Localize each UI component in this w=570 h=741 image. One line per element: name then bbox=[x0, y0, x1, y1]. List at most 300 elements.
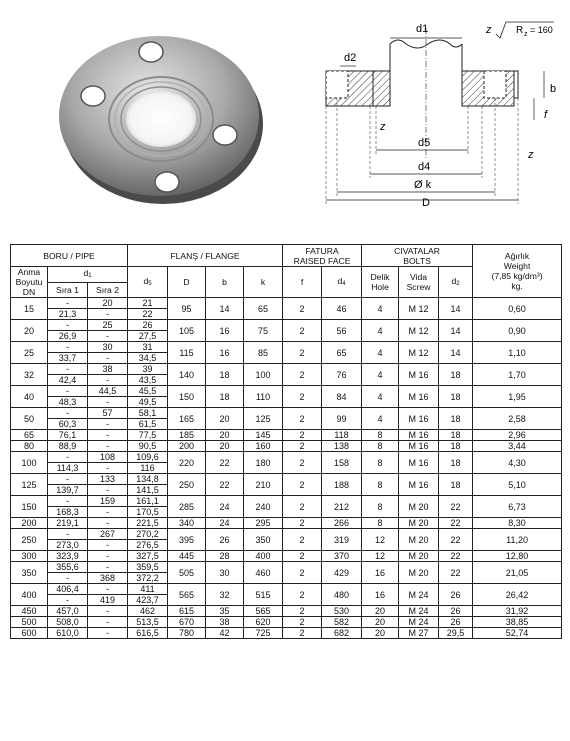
cell-screw: M 12 bbox=[399, 298, 439, 320]
label-b: b bbox=[550, 83, 557, 95]
cell-b: 18 bbox=[206, 386, 244, 408]
cell-hole: 8 bbox=[362, 452, 399, 474]
cell-dn: 50 bbox=[11, 408, 48, 430]
cell-sira1: 406,4 bbox=[48, 584, 88, 595]
cell-d4: 158 bbox=[322, 452, 362, 474]
cell-d4: 46 bbox=[322, 298, 362, 320]
header-hole: Delik Hole bbox=[362, 267, 399, 298]
cell-sira2: 267 bbox=[88, 529, 128, 540]
cell-screw: M 20 bbox=[399, 562, 439, 584]
cell-D: 780 bbox=[168, 628, 206, 639]
header-d5: d5 bbox=[128, 267, 168, 298]
cell-screw: M 16 bbox=[399, 364, 439, 386]
cell-d2: 18 bbox=[439, 441, 473, 452]
cell-b: 28 bbox=[206, 551, 244, 562]
cell-sira1: 114,3 bbox=[48, 463, 88, 474]
cell-b: 14 bbox=[206, 298, 244, 320]
cell-sira1: 21,3 bbox=[48, 309, 88, 320]
table-row bbox=[11, 430, 562, 441]
cell-dn: 250 bbox=[11, 529, 48, 551]
cell-sira2: 20 bbox=[88, 298, 128, 309]
cell-screw: M 16 bbox=[399, 386, 439, 408]
label-d1: d1 bbox=[416, 23, 429, 35]
cell-d2: 18 bbox=[439, 364, 473, 386]
cell-f: 2 bbox=[283, 452, 322, 474]
cell-d4: 138 bbox=[322, 441, 362, 452]
cell-sira2: - bbox=[88, 617, 128, 628]
cell-screw: M 20 bbox=[399, 496, 439, 518]
cell-hole: 20 bbox=[362, 617, 399, 628]
cell-b: 16 bbox=[206, 320, 244, 342]
cell-sira1: - bbox=[48, 452, 88, 463]
cell-d5: 327,5 bbox=[128, 551, 168, 562]
cell-sira2: 368 bbox=[88, 573, 128, 584]
cell-d5: 359,5 bbox=[128, 562, 168, 573]
cell-hole: 8 bbox=[362, 474, 399, 496]
cell-k: 100 bbox=[244, 364, 283, 386]
header-d1: d1 bbox=[48, 267, 128, 283]
cell-f: 2 bbox=[283, 562, 322, 584]
cell-hole: 20 bbox=[362, 628, 399, 639]
cell-screw: M 20 bbox=[399, 551, 439, 562]
cell-D: 395 bbox=[168, 529, 206, 551]
cell-sira2: - bbox=[88, 375, 128, 386]
cell-weight: 6,73 bbox=[473, 496, 562, 518]
cell-weight: 4,30 bbox=[473, 452, 562, 474]
cell-d2: 26 bbox=[439, 617, 473, 628]
cell-D: 200 bbox=[168, 441, 206, 452]
cell-d5: 270,2 bbox=[128, 529, 168, 540]
cell-hole: 4 bbox=[362, 342, 399, 364]
cell-weight: 2,96 bbox=[473, 430, 562, 441]
cell-sira2: - bbox=[88, 628, 128, 639]
cell-d4: 188 bbox=[322, 474, 362, 496]
cell-d5: 616,5 bbox=[128, 628, 168, 639]
cell-d5: 221,5 bbox=[128, 518, 168, 529]
cell-k: 350 bbox=[244, 529, 283, 551]
cell-dn: 125 bbox=[11, 474, 48, 496]
table-row bbox=[11, 474, 562, 485]
cell-sira1: 508,0 bbox=[48, 617, 88, 628]
cell-dn: 32 bbox=[11, 364, 48, 386]
cell-k: 515 bbox=[244, 584, 283, 606]
cell-sira2: 108 bbox=[88, 452, 128, 463]
cell-k: 65 bbox=[244, 298, 283, 320]
cell-dn: 600 bbox=[11, 628, 48, 639]
cell-sira1: - bbox=[48, 474, 88, 485]
header-dn: Anma Boyutu DN bbox=[11, 267, 48, 298]
cell-k: 210 bbox=[244, 474, 283, 496]
table-row bbox=[11, 562, 562, 573]
cell-sira1: - bbox=[48, 342, 88, 353]
label-d4: d4 bbox=[418, 161, 431, 173]
cell-d5: 513,5 bbox=[128, 617, 168, 628]
cell-k: 565 bbox=[244, 606, 283, 617]
cell-k: 725 bbox=[244, 628, 283, 639]
cell-sira2: - bbox=[88, 463, 128, 474]
cell-b: 32 bbox=[206, 584, 244, 606]
cell-d5: 26 bbox=[128, 320, 168, 331]
header-flange: FLANŞ / FLANGE bbox=[128, 245, 283, 267]
cell-hole: 4 bbox=[362, 408, 399, 430]
cell-weight: 31,92 bbox=[473, 606, 562, 617]
cell-screw: M 20 bbox=[399, 529, 439, 551]
cell-d4: 76 bbox=[322, 364, 362, 386]
cell-sira1: 42,4 bbox=[48, 375, 88, 386]
cell-d2: 22 bbox=[439, 562, 473, 584]
cell-D: 140 bbox=[168, 364, 206, 386]
cell-screw: M 24 bbox=[399, 584, 439, 606]
cell-sira2: 44,5 bbox=[88, 386, 128, 397]
header-f: f bbox=[283, 267, 322, 298]
cell-sira2: - bbox=[88, 584, 128, 595]
cell-k: 85 bbox=[244, 342, 283, 364]
cell-sira2: 57 bbox=[88, 408, 128, 419]
cell-d4: 582 bbox=[322, 617, 362, 628]
cell-b: 20 bbox=[206, 430, 244, 441]
cell-d4: 212 bbox=[322, 496, 362, 518]
cell-dn: 65 bbox=[11, 430, 48, 441]
cell-sira2: - bbox=[88, 353, 128, 364]
cell-d5: 423,7 bbox=[128, 595, 168, 606]
cell-weight: 8,30 bbox=[473, 518, 562, 529]
cell-D: 250 bbox=[168, 474, 206, 496]
cell-d4: 266 bbox=[322, 518, 362, 529]
cell-D: 505 bbox=[168, 562, 206, 584]
table-row bbox=[11, 408, 562, 419]
cell-sira1: 219,1 bbox=[48, 518, 88, 529]
cell-d4: 99 bbox=[322, 408, 362, 430]
cell-D: 670 bbox=[168, 617, 206, 628]
header-sira2: Sıra 2 bbox=[88, 282, 128, 298]
cell-d2: 22 bbox=[439, 529, 473, 551]
cell-sira1: - bbox=[48, 386, 88, 397]
header-b: b bbox=[206, 267, 244, 298]
table-row bbox=[11, 518, 562, 529]
cell-b: 24 bbox=[206, 518, 244, 529]
cell-sira1: - bbox=[48, 298, 88, 309]
cell-sira1: 76,1 bbox=[48, 430, 88, 441]
cell-weight: 1,10 bbox=[473, 342, 562, 364]
cell-f: 2 bbox=[283, 496, 322, 518]
cell-d5: 90,5 bbox=[128, 441, 168, 452]
cell-dn: 150 bbox=[11, 496, 48, 518]
flange-photo bbox=[55, 20, 265, 210]
cell-d5: 43,5 bbox=[128, 375, 168, 386]
cell-d4: 65 bbox=[322, 342, 362, 364]
cell-D: 285 bbox=[168, 496, 206, 518]
cell-weight: 0,90 bbox=[473, 320, 562, 342]
cell-sira2: 30 bbox=[88, 342, 128, 353]
cell-f: 2 bbox=[283, 408, 322, 430]
cell-d5: 170,5 bbox=[128, 507, 168, 518]
cell-hole: 4 bbox=[362, 364, 399, 386]
header-bolts: CIVATALAR BOLTS bbox=[362, 245, 473, 267]
cell-screw: M 16 bbox=[399, 474, 439, 496]
cell-d2: 29,5 bbox=[439, 628, 473, 639]
cell-d2: 18 bbox=[439, 452, 473, 474]
cell-screw: M 16 bbox=[399, 430, 439, 441]
label-z-right: z bbox=[528, 149, 534, 161]
header-weight: Ağırlık Weight (7,85 kg/dm³) kg. bbox=[473, 245, 562, 298]
cell-weight: 11,20 bbox=[473, 529, 562, 551]
cell-d5: 22 bbox=[128, 309, 168, 320]
cell-d5: 31 bbox=[128, 342, 168, 353]
cell-d2: 18 bbox=[439, 408, 473, 430]
cell-sira1: - bbox=[48, 364, 88, 375]
cell-hole: 16 bbox=[362, 584, 399, 606]
cell-weight: 12,80 bbox=[473, 551, 562, 562]
cell-hole: 20 bbox=[362, 606, 399, 617]
header-k: k bbox=[244, 267, 283, 298]
cell-sira2: - bbox=[88, 518, 128, 529]
table-row bbox=[11, 584, 562, 595]
cell-dn: 25 bbox=[11, 342, 48, 364]
flange-section-drawing bbox=[318, 8, 563, 213]
cell-D: 185 bbox=[168, 430, 206, 441]
cell-weight: 21,05 bbox=[473, 562, 562, 584]
cell-b: 30 bbox=[206, 562, 244, 584]
cell-dn: 20 bbox=[11, 320, 48, 342]
cell-d4: 682 bbox=[322, 628, 362, 639]
cell-weight: 1,70 bbox=[473, 364, 562, 386]
label-roughness-value: = 160 bbox=[530, 25, 553, 35]
label-f: f bbox=[544, 109, 548, 121]
cell-sira1: 139,7 bbox=[48, 485, 88, 496]
cell-d2: 22 bbox=[439, 551, 473, 562]
cell-dn: 15 bbox=[11, 298, 48, 320]
cell-dn: 450 bbox=[11, 606, 48, 617]
cell-sira2: 133 bbox=[88, 474, 128, 485]
cell-sira1: 323,9 bbox=[48, 551, 88, 562]
cell-d4: 480 bbox=[322, 584, 362, 606]
cell-d4: 319 bbox=[322, 529, 362, 551]
table-row bbox=[11, 342, 562, 353]
cell-f: 2 bbox=[283, 584, 322, 606]
cell-b: 26 bbox=[206, 529, 244, 551]
cell-d5: 61,5 bbox=[128, 419, 168, 430]
cell-k: 620 bbox=[244, 617, 283, 628]
cell-f: 2 bbox=[283, 430, 322, 441]
cell-d5: 116 bbox=[128, 463, 168, 474]
cell-k: 160 bbox=[244, 441, 283, 452]
cell-d5: 49,5 bbox=[128, 397, 168, 408]
table-row bbox=[11, 551, 562, 562]
cell-weight: 26,42 bbox=[473, 584, 562, 606]
table-row bbox=[11, 298, 562, 309]
table-row bbox=[11, 617, 562, 628]
table-body bbox=[11, 298, 562, 639]
table-row bbox=[11, 386, 562, 397]
table-row bbox=[11, 364, 562, 375]
cell-b: 42 bbox=[206, 628, 244, 639]
cell-sira1: 273,0 bbox=[48, 540, 88, 551]
cell-d2: 22 bbox=[439, 518, 473, 529]
cell-sira2: - bbox=[88, 397, 128, 408]
cell-sira1: - bbox=[48, 496, 88, 507]
cell-sira1: - bbox=[48, 408, 88, 419]
label-D: D bbox=[422, 197, 430, 209]
cell-d4: 370 bbox=[322, 551, 362, 562]
cell-sira2: 159 bbox=[88, 496, 128, 507]
cell-D: 165 bbox=[168, 408, 206, 430]
label-roughness-sub: z bbox=[524, 31, 528, 38]
cell-d2: 18 bbox=[439, 474, 473, 496]
cell-screw: M 20 bbox=[399, 518, 439, 529]
cell-k: 295 bbox=[244, 518, 283, 529]
table-row bbox=[11, 441, 562, 452]
cell-f: 2 bbox=[283, 342, 322, 364]
cell-d4: 84 bbox=[322, 386, 362, 408]
table-row bbox=[11, 606, 562, 617]
cell-sira1: - bbox=[48, 320, 88, 331]
cell-D: 105 bbox=[168, 320, 206, 342]
cell-f: 2 bbox=[283, 474, 322, 496]
cell-D: 115 bbox=[168, 342, 206, 364]
cell-sira1: 26,9 bbox=[48, 331, 88, 342]
cell-d2: 18 bbox=[439, 430, 473, 441]
cell-weight: 52,74 bbox=[473, 628, 562, 639]
table-row bbox=[11, 628, 562, 639]
cell-dn: 400 bbox=[11, 584, 48, 606]
cell-d2: 26 bbox=[439, 584, 473, 606]
cell-weight: 38,85 bbox=[473, 617, 562, 628]
cell-d5: 21 bbox=[128, 298, 168, 309]
cell-sira1: 60,3 bbox=[48, 419, 88, 430]
table-row bbox=[11, 320, 562, 331]
cell-d5: 109,6 bbox=[128, 452, 168, 463]
label-d2: d2 bbox=[344, 52, 357, 64]
cell-D: 95 bbox=[168, 298, 206, 320]
cell-sira1: 33,7 bbox=[48, 353, 88, 364]
header-pipe: BORU / PIPE bbox=[11, 245, 128, 267]
cell-dn: 300 bbox=[11, 551, 48, 562]
cell-sira2: 25 bbox=[88, 320, 128, 331]
cell-k: 145 bbox=[244, 430, 283, 441]
cell-weight: 1,95 bbox=[473, 386, 562, 408]
cell-hole: 8 bbox=[362, 518, 399, 529]
cell-f: 2 bbox=[283, 518, 322, 529]
label-roughness: R bbox=[516, 25, 524, 36]
cell-b: 16 bbox=[206, 342, 244, 364]
cell-f: 2 bbox=[283, 606, 322, 617]
cell-sira2: - bbox=[88, 441, 128, 452]
cell-d2: 14 bbox=[439, 320, 473, 342]
cell-hole: 8 bbox=[362, 430, 399, 441]
header-sira1: Sıra 1 bbox=[48, 282, 88, 298]
cell-dn: 80 bbox=[11, 441, 48, 452]
cell-sira2: - bbox=[88, 485, 128, 496]
cell-hole: 4 bbox=[362, 298, 399, 320]
cell-weight: 3,44 bbox=[473, 441, 562, 452]
cell-sira1: 88,9 bbox=[48, 441, 88, 452]
cell-b: 18 bbox=[206, 364, 244, 386]
label-k: Ø k bbox=[414, 179, 432, 191]
cell-k: 75 bbox=[244, 320, 283, 342]
header-d2: d2 bbox=[439, 267, 473, 298]
cell-sira2: 419 bbox=[88, 595, 128, 606]
cell-sira2: - bbox=[88, 562, 128, 573]
cell-d5: 34,5 bbox=[128, 353, 168, 364]
cell-f: 2 bbox=[283, 298, 322, 320]
cell-D: 340 bbox=[168, 518, 206, 529]
cell-sira1: 457,0 bbox=[48, 606, 88, 617]
cell-sira2: - bbox=[88, 419, 128, 430]
cell-d5: 77,5 bbox=[128, 430, 168, 441]
header-raised-face: FATURA RAISED FACE bbox=[283, 245, 362, 267]
cell-dn: 350 bbox=[11, 562, 48, 584]
label-z-top: z bbox=[486, 24, 492, 36]
cell-sira1: 48,3 bbox=[48, 397, 88, 408]
cell-hole: 16 bbox=[362, 562, 399, 584]
cell-f: 2 bbox=[283, 529, 322, 551]
cell-d2: 22 bbox=[439, 496, 473, 518]
cell-d5: 58,1 bbox=[128, 408, 168, 419]
cell-d5: 411 bbox=[128, 584, 168, 595]
cell-sira1: 355,6 bbox=[48, 562, 88, 573]
cell-screw: M 12 bbox=[399, 342, 439, 364]
cell-f: 2 bbox=[283, 617, 322, 628]
cell-d5: 39 bbox=[128, 364, 168, 375]
cell-b: 22 bbox=[206, 452, 244, 474]
cell-k: 400 bbox=[244, 551, 283, 562]
cell-weight: 5,10 bbox=[473, 474, 562, 496]
cell-dn: 40 bbox=[11, 386, 48, 408]
cell-k: 460 bbox=[244, 562, 283, 584]
header-screw: Vida Screw bbox=[399, 267, 439, 298]
cell-sira1: - bbox=[48, 595, 88, 606]
cell-screw: M 24 bbox=[399, 617, 439, 628]
cell-screw: M 16 bbox=[399, 441, 439, 452]
cell-dn: 200 bbox=[11, 518, 48, 529]
cell-d2: 18 bbox=[439, 386, 473, 408]
cell-d4: 56 bbox=[322, 320, 362, 342]
cell-sira2: 38 bbox=[88, 364, 128, 375]
cell-hole: 8 bbox=[362, 441, 399, 452]
cell-d4: 530 bbox=[322, 606, 362, 617]
cell-k: 180 bbox=[244, 452, 283, 474]
cell-b: 35 bbox=[206, 606, 244, 617]
cell-d2: 14 bbox=[439, 298, 473, 320]
cell-screw: M 27 bbox=[399, 628, 439, 639]
cell-weight: 0,60 bbox=[473, 298, 562, 320]
cell-b: 22 bbox=[206, 474, 244, 496]
cell-d5: 372,2 bbox=[128, 573, 168, 584]
cell-f: 2 bbox=[283, 628, 322, 639]
cell-D: 445 bbox=[168, 551, 206, 562]
cell-d5: 141,5 bbox=[128, 485, 168, 496]
cell-sira2: - bbox=[88, 540, 128, 551]
cell-hole: 4 bbox=[362, 320, 399, 342]
cell-f: 2 bbox=[283, 441, 322, 452]
cell-f: 2 bbox=[283, 320, 322, 342]
cell-hole: 12 bbox=[362, 529, 399, 551]
table-row bbox=[11, 452, 562, 463]
cell-dn: 500 bbox=[11, 617, 48, 628]
cell-f: 2 bbox=[283, 551, 322, 562]
cell-d2: 14 bbox=[439, 342, 473, 364]
cell-k: 125 bbox=[244, 408, 283, 430]
table-row bbox=[11, 496, 562, 507]
cell-sira1: - bbox=[48, 573, 88, 584]
cell-hole: 8 bbox=[362, 496, 399, 518]
cell-d5: 27,5 bbox=[128, 331, 168, 342]
cell-sira1: 610,0 bbox=[48, 628, 88, 639]
cell-sira1: - bbox=[48, 529, 88, 540]
cell-sira2: - bbox=[88, 606, 128, 617]
cell-D: 220 bbox=[168, 452, 206, 474]
cell-k: 240 bbox=[244, 496, 283, 518]
